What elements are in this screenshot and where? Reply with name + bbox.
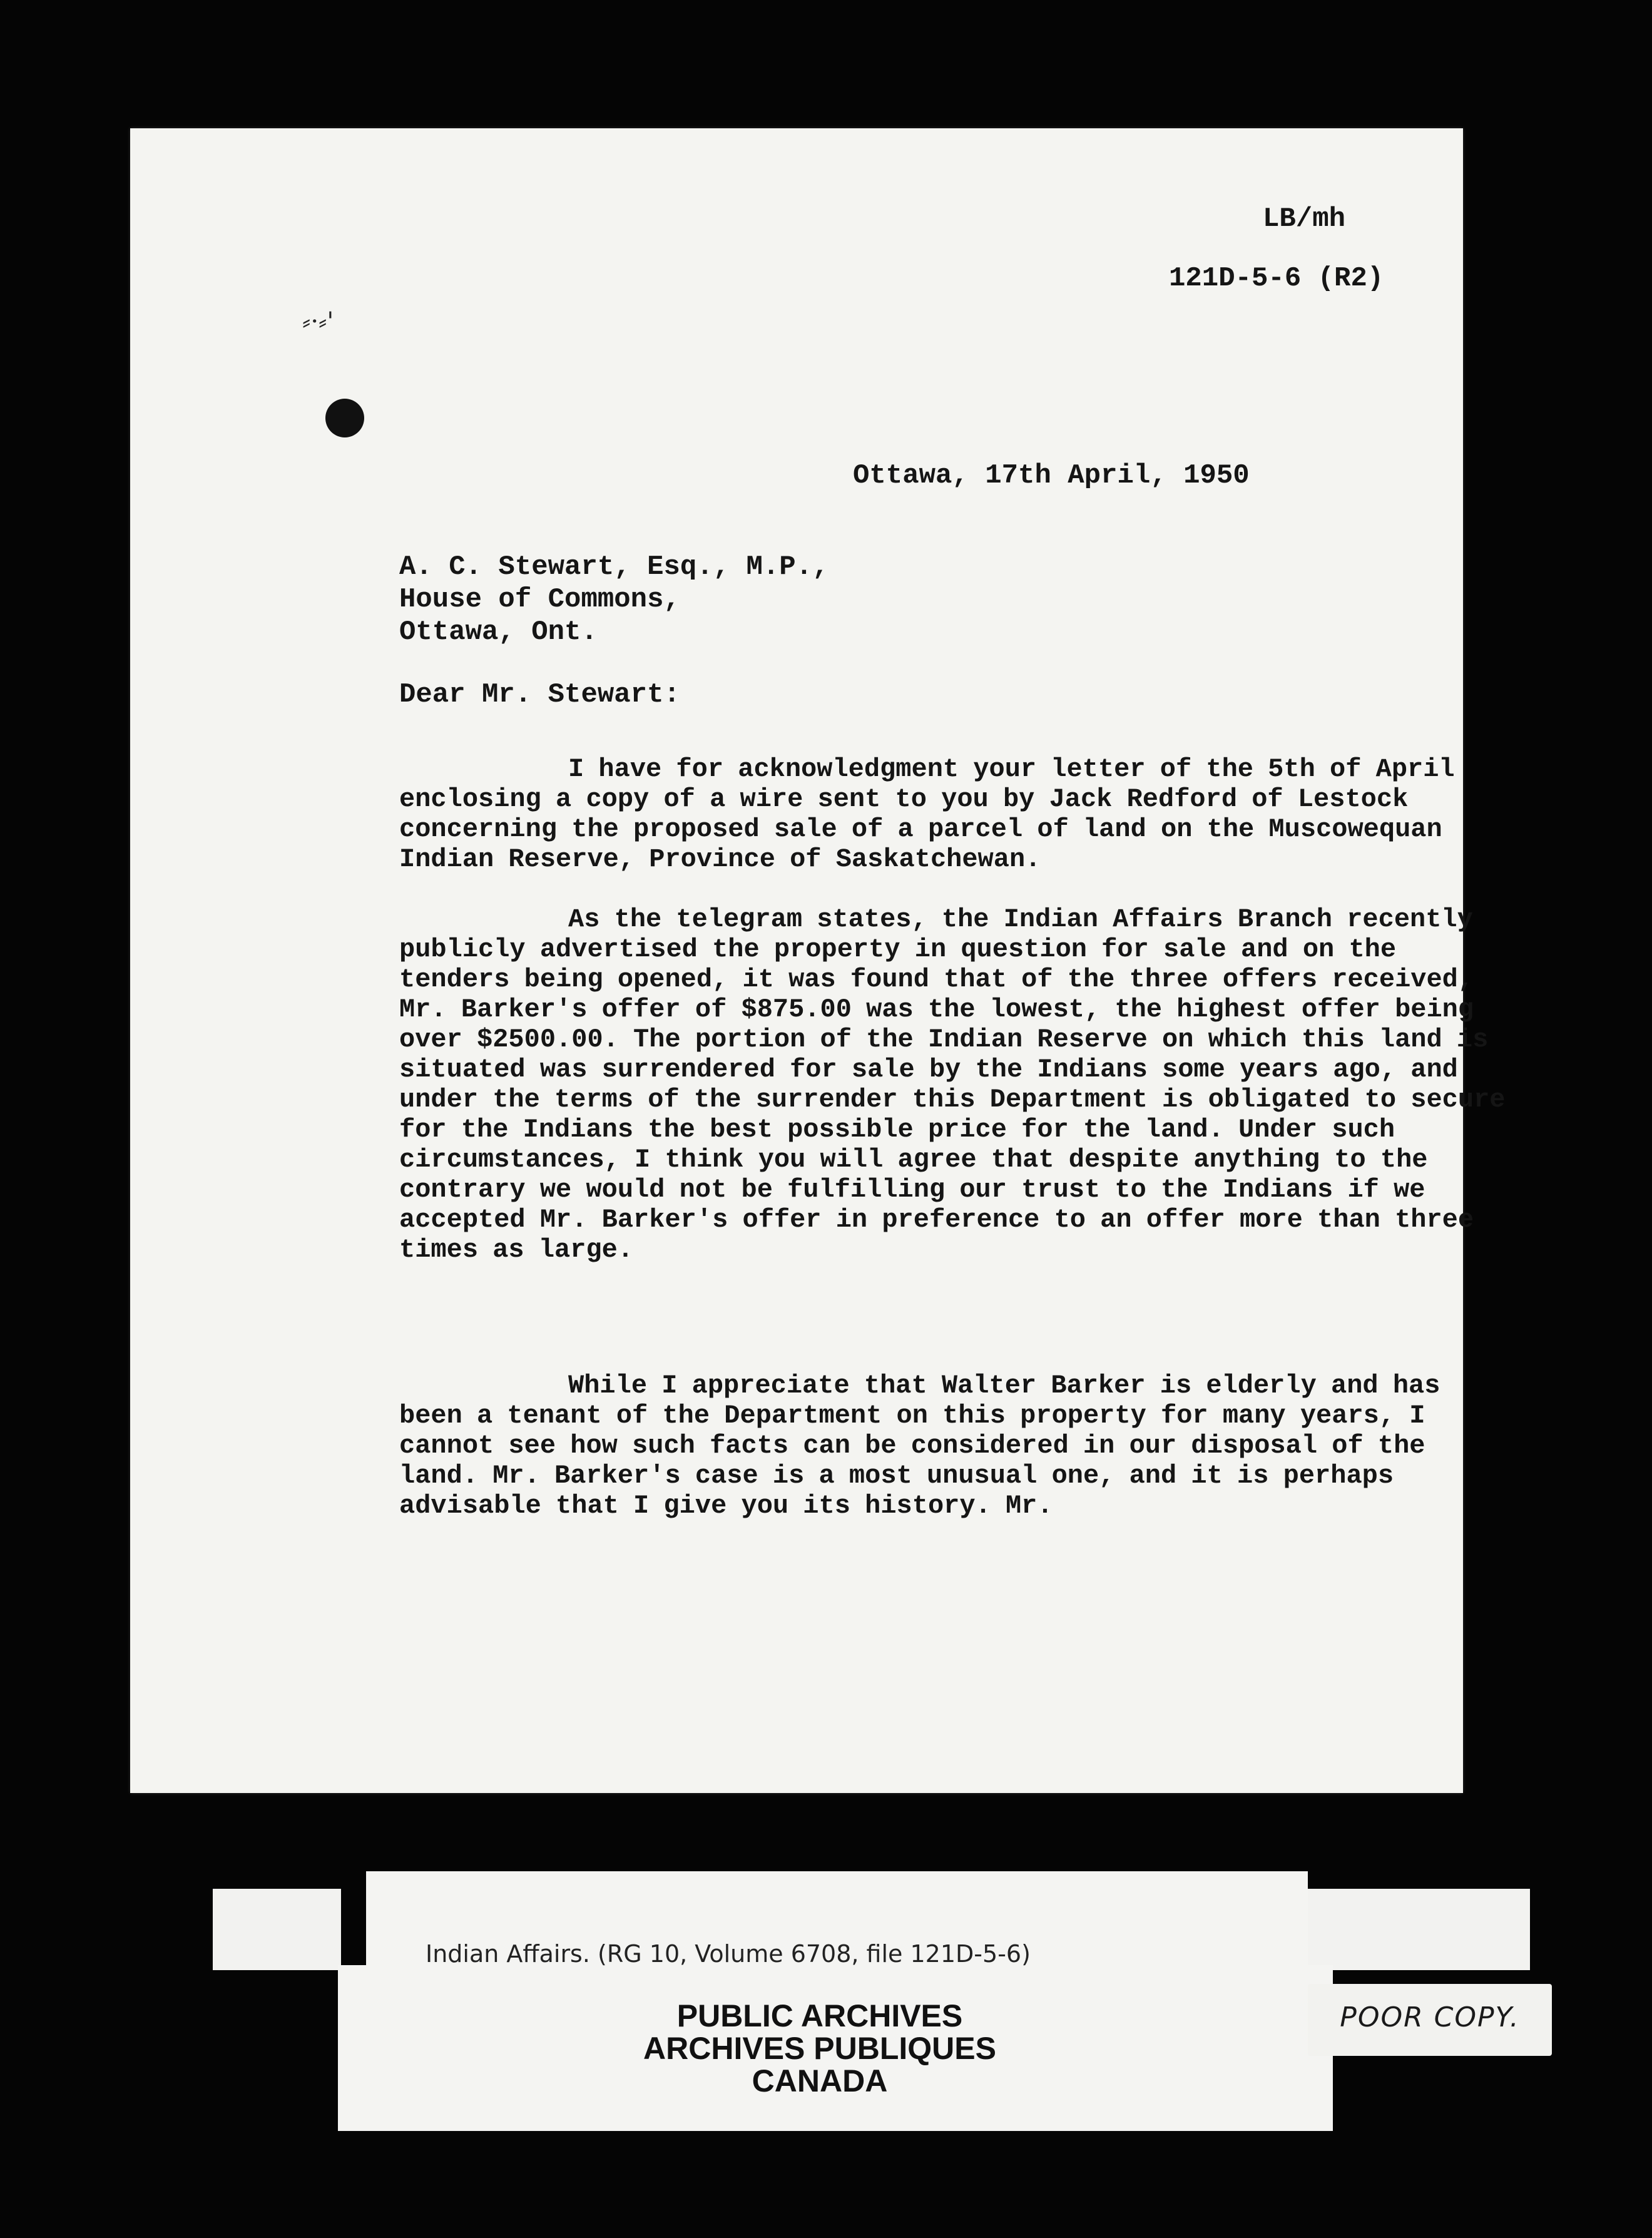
archive-citation: Indian Affairs. (RG 10, Volume 6708, file 121D-5-6) [426, 1940, 1031, 1968]
typist-initials: LB/mh [1263, 203, 1346, 235]
address-line: A. C. Stewart, Esq., M.P., [399, 551, 829, 583]
label-tab-right [1286, 1889, 1530, 1970]
archive-name-english: PUBLIC ARCHIVES [676, 1998, 963, 2033]
recipient-address [399, 551, 829, 648]
address-line: Ottawa, Ont. [399, 616, 598, 648]
body-paragraph: I have for acknowledgment your letter of the 5th of April enclosing a copy of a wire sent to you by Jack Redford of Lestock concerning the proposed sale of a parcel of land on the Muscowequan Indian Reserve, Province of Saskatchewan. [399, 754, 1455, 874]
punch-hole [325, 399, 364, 437]
label-tab-left [213, 1889, 341, 1970]
dateline: Ottawa, 17th April, 1950 [853, 460, 1250, 491]
archive-stamp [544, 2000, 1095, 2097]
archive-name-french: ARCHIVES PUBLIQUES [643, 2031, 996, 2066]
pen-mark: ⸗·⸗' [302, 307, 334, 336]
poor-copy-note: POOR COPY. [1308, 1984, 1552, 2056]
archive-country: CANADA [752, 2063, 888, 2098]
address-line: House of Commons, [399, 584, 680, 615]
body-paragraph: As the telegram states, the Indian Affairs Branch recently publicly advertised the property in question for sale and on the tenders being opened, it was found that of the three offers received, Mr. Barker's offer of $875.00 was the lowest, the highest offer being over $2500.00. The portion of the Indian Reserve on which this land is situated was surrendered for sale by the Indians some years ago, and under the terms of the surrender this Department is obligated to secure for the Indians the best possible price for the land. Under such circumstances, I think you will agree that despite anything to the contrary we would not be fulfilling our trust to the Indians if we accepted Mr. Barker's offer in preference to an offer more than three times as large. [399, 904, 1506, 1265]
salutation: Dear Mr. Stewart: [399, 679, 680, 710]
letter-page [130, 128, 1506, 1793]
body-paragraph: While I appreciate that Walter Barker is elderly and has been a tenant of the Department on this property for many years, I cannot see how such facts can be considered in our disposal of the land. Mr. Barker's case is a most unusual one, and it is perhaps advisable that I give you its history. Mr. [399, 1371, 1440, 1521]
file-reference: 121D-5-6 (R2) [1169, 263, 1384, 294]
